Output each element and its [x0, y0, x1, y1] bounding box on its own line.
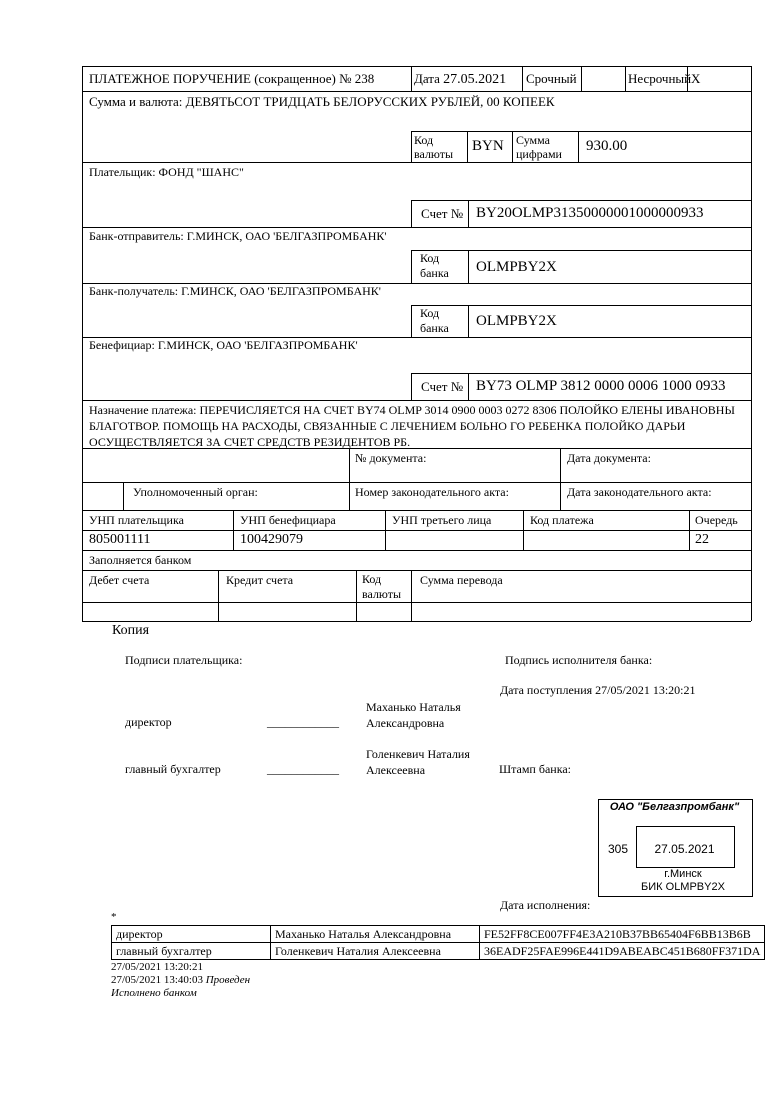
currency-code-label — [414, 133, 453, 161]
act-date-label: Дата законодательного акта: — [567, 485, 712, 499]
amount-in-words: Сумма и валюта: ДЕВЯТЬСОТ ТРИДЦАТЬ БЕЛОРУССКИХ РУБЛЕЙ, 00 КОПЕЕК — [89, 94, 555, 109]
stamp-bic: БИК OLMPBY2X — [641, 881, 725, 893]
beneficiary-account-label: Счет № — [421, 379, 464, 394]
unp-beneficiary-label: УНП бенефициара — [240, 513, 336, 527]
payer-name: Плательщик: ФОНД "ШАНС" — [89, 165, 244, 179]
credit-label: Кредит счета — [226, 573, 294, 587]
beneficiary: Бенефициар: Г.МИНСК, ОАО 'БЕЛГАЗПРОМБАНК' — [89, 338, 358, 352]
payment-purpose-line-2: БЛАГОТВОР. ПОМОЩЬ НА РАСХОДЫ, СВЯЗАННЫЕ С ЛЕЧЕНИЕМ БОЛЬНО ГО РЕБЕНКА ПОЛОЙКО ДАРЬИ — [89, 419, 686, 433]
stamp-bank-name: ОАО "Белгазпромбанк" — [609, 801, 740, 813]
sender-bank-code: OLMPBY2X — [476, 259, 557, 275]
payer-account: BY20OLMP31350000001000000933 — [476, 205, 704, 221]
sender-bank-code-label — [420, 251, 449, 281]
document-date: 27.05.2021 — [443, 72, 507, 87]
signer-role: директор — [112, 926, 271, 943]
stamp-city: г.Минск — [664, 868, 702, 880]
authority-label: Уполномоченный орган: — [133, 485, 258, 499]
signer-name: Маханько Наталья Александровна — [271, 926, 480, 943]
received-date: Дата поступления 27/05/2021 13:20:21 — [500, 683, 696, 697]
act-number-label: Номер законодательного акта: — [355, 485, 509, 499]
sum-digits-label-1: Сумма — [516, 133, 550, 147]
doc-number-label: № документа: — [355, 451, 427, 465]
sender-bank-code-label-2: банка — [420, 266, 449, 280]
stamp-date: 27.05.2021 — [654, 842, 715, 856]
accountant-role: главный бухгалтер — [125, 762, 221, 776]
executor-signature-label: Подпись исполнителя банка: — [505, 653, 653, 667]
receiver-bank: Банк-получатель: Г.МИНСК, ОАО 'БЕЛГАЗПРОМБАНК' — [89, 284, 381, 298]
bank-currency-label — [362, 572, 401, 602]
payment-code-label: Код платежа — [530, 513, 594, 527]
unp-payer-label: УНП плательщика — [89, 513, 184, 527]
signer-role: главный бухгалтер — [112, 943, 271, 960]
director-role: директор — [125, 715, 172, 729]
date-label — [414, 71, 506, 88]
urgent-label: Срочный — [526, 71, 577, 86]
copy-label: Копия — [112, 623, 150, 638]
director-signature-line: ____________ — [267, 715, 339, 729]
sum-digits-label-2: цифрами — [516, 147, 562, 161]
sender-bank-code-label-1: Код — [420, 251, 440, 265]
receiver-bank-code-label-1: Код — [420, 306, 440, 320]
processing-log — [111, 961, 250, 1000]
log-line-2-status: Проведен — [205, 974, 251, 986]
bank-currency-label-2: валюты — [362, 587, 402, 601]
payment-purpose-line-3: ОСУЩЕСТВЛЯЕТСЯ ЗА СЧЕТ СРЕДСТВ РЕЗИДЕНТОВ РБ. — [89, 435, 411, 449]
table-row — [112, 926, 765, 943]
bank-currency-label-1: Код — [362, 572, 382, 586]
director-name-line-1: Маханько Наталья — [366, 700, 461, 714]
queue-label: Очередь — [695, 513, 738, 527]
sum-digits-label — [516, 133, 562, 161]
signature-hash: FE52FF8CE007FF4E3A210B37BB65404F6BB13B6B — [480, 926, 765, 943]
bank-fill-title: Заполняется банком — [89, 553, 192, 567]
bank-stamp-label: Штамп банка: — [499, 762, 571, 776]
transfer-sum-label: Сумма перевода — [420, 573, 503, 587]
log-line-2-time: 27/05/2021 13:40:03 — [111, 974, 203, 986]
nonurgent-label: Несрочный — [628, 71, 692, 86]
sender-bank: Банк-отправитель: Г.МИНСК, ОАО 'БЕЛГАЗПРОМБАНК' — [89, 229, 387, 243]
nonurgent-checkmark: Х — [691, 71, 701, 86]
queue: 22 — [695, 532, 709, 547]
signer-name: Голенкевич Наталия Алексеевна — [271, 943, 480, 960]
accountant-name — [366, 746, 470, 778]
asterisk: * — [111, 911, 117, 923]
sum-digits: 930.00 — [586, 138, 628, 154]
doc-date-label: Дата документа: — [567, 451, 651, 465]
payer-signatures-label: Подписи плательщика: — [125, 653, 243, 667]
receiver-bank-code-label — [420, 306, 449, 336]
document-title: ПЛАТЕЖНОЕ ПОРУЧЕНИЕ (сокращенное) № 238 — [89, 71, 375, 86]
execution-date-label: Дата исполнения: — [500, 898, 591, 912]
payer-account-label: Счет № — [421, 206, 464, 221]
accountant-signature-line: ____________ — [267, 762, 339, 776]
beneficiary-account: BY73 OLMP 3812 0000 0006 1000 0933 — [476, 378, 726, 394]
unp-third-party-label: УНП третьего лица — [392, 513, 492, 527]
debit-label: Дебет счета — [89, 573, 150, 587]
log-line-3: Исполнено банком — [111, 987, 197, 999]
table-row — [112, 943, 765, 960]
signature-hash: 36EADF25FAE996E441D9ABEABC451B680FF371DA — [480, 943, 765, 960]
accountant-name-line-1: Голенкевич Наталия — [366, 747, 470, 761]
log-line-2 — [111, 974, 250, 987]
director-name — [366, 699, 461, 731]
currency-code-label-2: валюты — [414, 147, 454, 161]
payment-purpose — [89, 402, 735, 450]
currency-code: BYN — [472, 138, 504, 154]
log-line-1: 27/05/2021 13:20:21 — [111, 961, 203, 973]
director-name-line-2: Александровна — [366, 716, 445, 730]
receiver-bank-code-label-2: банка — [420, 321, 449, 335]
payment-purpose-line-1: Назначение платежа: ПЕРЕЧИСЛЯЕТСЯ НА СЧЕТ BY74 OLMP 3014 0900 0003 0272 8306 ПОЛОЙКО ЕЛЕНЫ ИВАНОВНЫ — [89, 403, 735, 417]
unp-payer: 805001111 — [89, 532, 151, 547]
receiver-bank-code: OLMPBY2X — [476, 313, 557, 329]
unp-beneficiary: 100429079 — [240, 532, 303, 547]
stamp-number: 305 — [608, 842, 629, 856]
currency-code-label-1: Код — [414, 133, 434, 147]
digital-signatures-table — [111, 925, 765, 960]
date-label-text: Дата — [414, 71, 440, 86]
accountant-name-line-2: Алексеевна — [366, 763, 426, 777]
